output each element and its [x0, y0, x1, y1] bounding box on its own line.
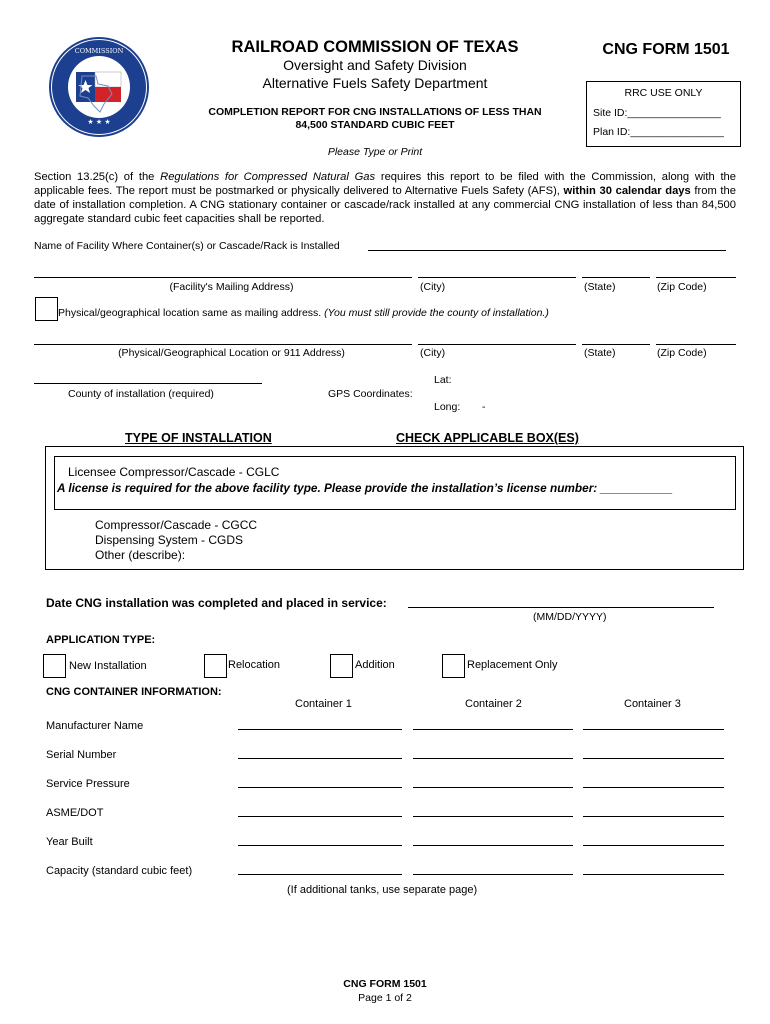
- rrc-use-label: RRC USE ONLY: [624, 87, 703, 99]
- intro-text-3: from the date of installation completion. A CNG stationary container or cascade/rack installed at any commercial CNG installation of less than 84,500 aggregate standard cubic feet capacities shall be reported.: [34, 185, 736, 225]
- footer-page-number: Page 1 of 2: [358, 992, 412, 1004]
- new-installation-checkbox[interactable]: [43, 654, 66, 678]
- latitude-label: Lat:: [434, 374, 452, 386]
- form-id: CNG FORM 1501: [602, 41, 730, 58]
- physical-state-label: (State): [584, 347, 616, 359]
- mailing-city-label: (City): [420, 281, 446, 293]
- row-label-asme-dot: ASME/DOT: [46, 807, 104, 819]
- cgcc-option[interactable]: Compressor/Cascade - CGCC: [95, 518, 258, 532]
- plan-id-field[interactable]: Plan ID:________________: [593, 126, 724, 138]
- manufacturer-field-1[interactable]: [238, 729, 402, 730]
- row-label-year-built: Year Built: [46, 836, 93, 848]
- physical-address-field[interactable]: [34, 344, 412, 345]
- same-as-mailing-checkbox[interactable]: [35, 297, 58, 321]
- physical-state-field[interactable]: [582, 344, 650, 345]
- same-as-mailing-label: [58, 307, 549, 319]
- serial-field-2[interactable]: [413, 758, 573, 759]
- mailing-address-label: (Facility's Mailing Address): [169, 281, 294, 293]
- intro-deadline: within 30 calendar days: [563, 185, 691, 197]
- year-built-field-1[interactable]: [238, 845, 402, 846]
- replacement-only-checkbox[interactable]: [442, 654, 465, 678]
- service-pressure-field-1[interactable]: [238, 787, 402, 788]
- mailing-city-field[interactable]: [418, 277, 576, 278]
- container-3-header: Container 3: [624, 698, 681, 710]
- serial-field-3[interactable]: [583, 758, 724, 759]
- longitude-dash: -: [482, 401, 486, 413]
- mailing-state-label: (State): [584, 281, 616, 293]
- physical-city-field[interactable]: [418, 344, 576, 345]
- service-pressure-field-3[interactable]: [583, 787, 724, 788]
- cgds-option[interactable]: Dispensing System - CGDS: [95, 533, 244, 547]
- intro-text-2: requires this report to be filed with the Commission, along with the applicable fees. The report must be postmarked or physically delivered to Alternative Fuels Safety (AFS),: [34, 171, 736, 197]
- license-required-note: A license is required for the above facility type. Please provide the installation’s license number: ___________: [57, 481, 673, 495]
- container-info-heading: CNG CONTAINER INFORMATION:: [46, 686, 222, 698]
- please-type-note: Please Type or Print: [327, 146, 423, 158]
- physical-zip-field[interactable]: [656, 344, 736, 345]
- service-date-field[interactable]: [408, 607, 714, 608]
- year-built-field-2[interactable]: [413, 845, 573, 846]
- type-of-installation-heading: TYPE OF INSTALLATION: [125, 431, 272, 445]
- serial-field-1[interactable]: [238, 758, 402, 759]
- relocation-checkbox[interactable]: [204, 654, 227, 678]
- rrc-use-box: [586, 81, 741, 147]
- addition-checkbox[interactable]: [330, 654, 353, 678]
- report-title-line2: 84,500 STANDARD CUBIC FEET: [295, 119, 455, 131]
- svg-text:COMMISSION: COMMISSION: [74, 47, 124, 55]
- rrc-seal-logo: [48, 36, 150, 138]
- mailing-zip-label: (Zip Code): [657, 281, 707, 293]
- asme-dot-field-3[interactable]: [583, 816, 724, 817]
- row-label-serial: Serial Number: [46, 749, 117, 761]
- intro-text-1: Section 13.25(c) of the: [34, 171, 161, 183]
- same-as-mailing-text: Physical/geographical location same as mailing address.: [58, 307, 325, 319]
- row-label-capacity: Capacity (standard cubic feet): [46, 865, 193, 877]
- row-label-service-pressure: Service Pressure: [46, 778, 130, 790]
- capacity-field-2[interactable]: [413, 874, 573, 875]
- intro-regulation-title: Regulations for Compressed Natural Gas: [160, 171, 376, 183]
- county-label: County of installation (required): [68, 388, 214, 400]
- physical-address-label: (Physical/Geographical Location or 911 Address): [118, 347, 345, 359]
- report-title-line1: COMPLETION REPORT FOR CNG INSTALLATIONS OF LESS THAN: [208, 106, 542, 118]
- application-type-heading: APPLICATION TYPE:: [46, 634, 156, 646]
- division-title: Oversight and Safety Division: [283, 57, 467, 73]
- capacity-field-1[interactable]: [238, 874, 402, 875]
- facility-name-label: Name of Facility Where Container(s) or Cascade/Rack is Installed: [34, 240, 340, 252]
- container-1-header: Container 1: [295, 698, 352, 710]
- year-built-field-3[interactable]: [583, 845, 724, 846]
- relocation-label: Relocation: [228, 659, 280, 671]
- service-date-format: (MM/DD/YYYY): [533, 611, 607, 623]
- same-as-mailing-note: (You must still provide the county of installation.): [324, 307, 549, 319]
- new-installation-label: New Installation: [69, 660, 147, 672]
- check-boxes-heading: CHECK APPLICABLE BOX(ES): [396, 431, 579, 445]
- physical-city-label: (City): [420, 347, 446, 359]
- replacement-only-label: Replacement Only: [467, 659, 558, 671]
- service-pressure-field-2[interactable]: [413, 787, 573, 788]
- mailing-address-field[interactable]: [34, 277, 412, 278]
- gps-label: GPS Coordinates:: [328, 388, 413, 400]
- mailing-state-field[interactable]: [582, 277, 650, 278]
- org-title: RAILROAD COMMISSION OF TEXAS: [231, 38, 519, 56]
- county-field[interactable]: [34, 383, 262, 384]
- container-2-header: Container 2: [465, 698, 522, 710]
- longitude-label: Long:: [434, 401, 461, 413]
- capacity-field-3[interactable]: [583, 874, 724, 875]
- department-title: Alternative Fuels Safety Department: [262, 75, 488, 91]
- additional-tanks-note: (If additional tanks, use separate page): [287, 884, 478, 896]
- asme-dot-field-2[interactable]: [413, 816, 573, 817]
- other-option[interactable]: Other (describe):: [95, 548, 186, 562]
- asme-dot-field-1[interactable]: [238, 816, 402, 817]
- manufacturer-field-2[interactable]: [413, 729, 573, 730]
- cglc-option[interactable]: Licensee Compressor/Cascade - CGLC: [68, 465, 280, 479]
- intro-paragraph: [34, 170, 736, 226]
- svg-text:★ ★ ★: ★ ★ ★: [87, 118, 111, 126]
- row-label-manufacturer: Manufacturer Name: [46, 720, 144, 732]
- physical-zip-label: (Zip Code): [657, 347, 707, 359]
- footer-form-id: CNG FORM 1501: [343, 978, 427, 990]
- addition-label: Addition: [355, 659, 395, 671]
- facility-name-field[interactable]: [368, 250, 726, 251]
- manufacturer-field-3[interactable]: [583, 729, 724, 730]
- site-id-field[interactable]: Site ID:________________: [593, 107, 721, 119]
- service-date-label: Date CNG installation was completed and placed in service:: [46, 596, 387, 610]
- mailing-zip-field[interactable]: [656, 277, 736, 278]
